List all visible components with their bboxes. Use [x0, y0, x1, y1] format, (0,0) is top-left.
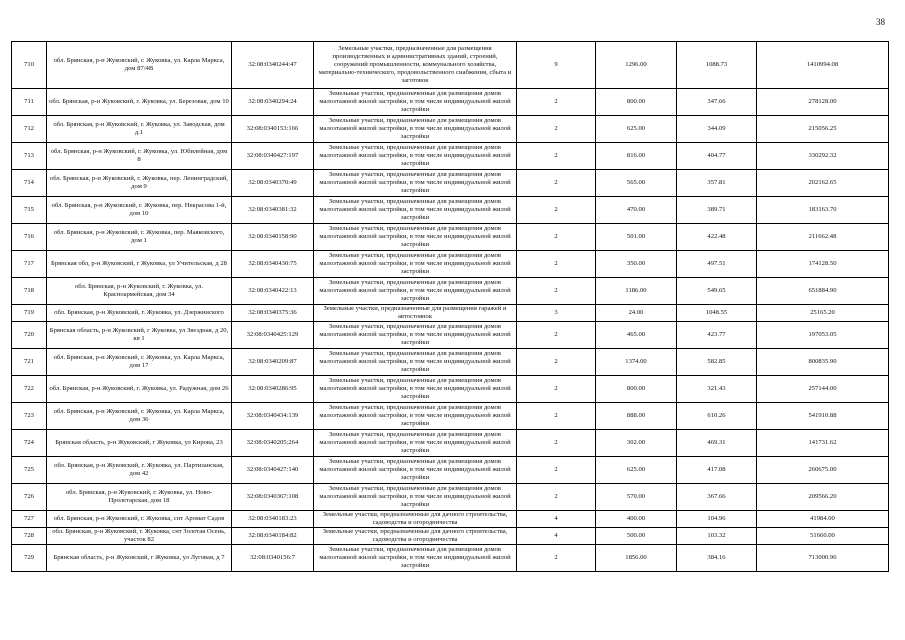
use-group-cell: 2	[517, 322, 596, 349]
area-cell: 24.00	[596, 305, 677, 322]
address-cell: обл. Брянская, р-н Жуковский, г. Жуковка, ул. Юбилейная, дом 8	[47, 143, 232, 170]
cadastral-number-cell: 32:08:0340294:24	[232, 89, 314, 116]
use-group-cell: 2	[517, 251, 596, 278]
specific-value-cell: 104.96	[677, 511, 757, 528]
use-group-cell: 2	[517, 430, 596, 457]
cadastral-value-cell: 278128.00	[757, 89, 889, 116]
land-use-cell: Земельные участки, предназначенные для дачного строительства, садоводства и огородничества	[314, 511, 517, 528]
table-row	[12, 116, 889, 143]
use-group-cell: 2	[517, 116, 596, 143]
cadastral-value-cell: 209566.20	[757, 484, 889, 511]
land-use-cell: Земельные участки, предназначенные для размещения домов малоэтажной жилой застройки, в том числе индивидуальной жилой застройки	[314, 170, 517, 197]
area-cell: 625.00	[596, 116, 677, 143]
specific-value-cell: 549.65	[677, 278, 757, 305]
specific-value-cell: 357.81	[677, 170, 757, 197]
row-number-cell: 718	[12, 278, 47, 305]
land-use-cell: Земельные участки, предназначенные для размещения производственных и административных зданий, строений, сооружений промышленности, коммунального хозяйства, материально-технического, продовольственного снабжения, сбыта и заготовок	[314, 42, 517, 89]
use-group-cell: 2	[517, 457, 596, 484]
cadastral-value-cell: 713000.96	[757, 545, 889, 572]
area-cell: 302.00	[596, 430, 677, 457]
land-use-cell: Земельные участки, предназначенные для размещения домов малоэтажной жилой застройки, в том числе индивидуальной жилой застройки	[314, 403, 517, 430]
cadastral-number-cell: 32:08:0340367:108	[232, 484, 314, 511]
row-number-cell: 719	[12, 305, 47, 322]
row-number-cell: 714	[12, 170, 47, 197]
cadastral-value-cell: 651884.90	[757, 278, 889, 305]
land-valuation-table	[11, 41, 889, 572]
use-group-cell: 2	[517, 224, 596, 251]
cadastral-value-cell: 211662.48	[757, 224, 889, 251]
use-group-cell: 2	[517, 376, 596, 403]
specific-value-cell: 582.85	[677, 349, 757, 376]
specific-value-cell: 423.77	[677, 322, 757, 349]
cadastral-number-cell: 32:08:0340153:166	[232, 116, 314, 143]
specific-value-cell: 367.66	[677, 484, 757, 511]
cadastral-value-cell: 202162.65	[757, 170, 889, 197]
cadastral-number-cell: 32:08:0340434:139	[232, 403, 314, 430]
cadastral-value-cell: 800835.90	[757, 349, 889, 376]
specific-value-cell: 417.08	[677, 457, 757, 484]
cadastral-number-cell: 32:08:0340183:23	[232, 511, 314, 528]
land-use-cell: Земельные участки, предназначенные для размещения домов малоэтажной жилой застройки, в том числе индивидуальной жилой застройки	[314, 224, 517, 251]
land-use-cell: Земельные участки, предназначенные для размещения домов малоэтажной жилой застройки, в том числе индивидуальной жилой застройки	[314, 116, 517, 143]
area-cell: 1374.00	[596, 349, 677, 376]
area-cell: 400.00	[596, 511, 677, 528]
row-number-cell: 722	[12, 376, 47, 403]
land-use-cell: Земельные участки, предназначенные для размещения гаражей и автостоянок	[314, 305, 517, 322]
table-row	[12, 170, 889, 197]
specific-value-cell: 422.48	[677, 224, 757, 251]
use-group-cell: 2	[517, 484, 596, 511]
land-use-cell: Земельные участки, предназначенные для размещения домов малоэтажной жилой застройки, в том числе индивидуальной жилой застройки	[314, 545, 517, 572]
specific-value-cell: 1088.73	[677, 42, 757, 89]
use-group-cell: 9	[517, 42, 596, 89]
specific-value-cell: 103.32	[677, 528, 757, 545]
table-row	[12, 278, 889, 305]
address-cell: обл. Брянская, р-н Жуковский, г. Жуковка, пер. Некрасова 1-й, дом 10	[47, 197, 232, 224]
row-number-cell: 715	[12, 197, 47, 224]
cadastral-number-cell: 32:08:0340370:49	[232, 170, 314, 197]
cadastral-number-cell: 32:08:0340156:7	[232, 545, 314, 572]
row-number-cell: 712	[12, 116, 47, 143]
address-cell: обл. Брянская, р-н Жуковский, г. Жуковка, ул. Карла Маркса, дом 36	[47, 403, 232, 430]
cadastral-value-cell: 141731.62	[757, 430, 889, 457]
table-row	[12, 251, 889, 278]
land-use-cell: Земельные участки, предназначенные для размещения домов малоэтажной жилой застройки, в том числе индивидуальной жилой застройки	[314, 457, 517, 484]
table-row	[12, 528, 889, 545]
area-cell: 465.00	[596, 322, 677, 349]
cadastral-number-cell: 32:08:0340375:36	[232, 305, 314, 322]
address-cell: обл. Брянская, р-н Жуковский, г. Жуковка, ул. Дзержинского	[47, 305, 232, 322]
address-cell: обл. Брянская, р-н Жуковский, г. Жуковка, пер. Маяковского, дом 1	[47, 224, 232, 251]
row-number-cell: 721	[12, 349, 47, 376]
cadastral-value-cell: 41984.00	[757, 511, 889, 528]
table-body	[12, 42, 889, 572]
table-row	[12, 197, 889, 224]
land-use-cell: Земельные участки, предназначенные для размещения домов малоэтажной жилой застройки, в том числе индивидуальной жилой застройки	[314, 322, 517, 349]
specific-value-cell: 469.31	[677, 430, 757, 457]
land-use-cell: Земельные участки, предназначенные для размещения домов малоэтажной жилой застройки, в том числе индивидуальной жилой застройки	[314, 143, 517, 170]
area-cell: 500.00	[596, 528, 677, 545]
address-cell: Брянская область, р-н Жуковский, г Жуковка, ул Луговая, д 7	[47, 545, 232, 572]
cadastral-value-cell: 541910.88	[757, 403, 889, 430]
address-cell: обл. Брянская, р-н Жуковский, г. Жуковка, ул. Ново-Пролетарская, дом 18	[47, 484, 232, 511]
cadastral-number-cell: 32:08:0340244:47	[232, 42, 314, 89]
cadastral-value-cell: 1410994.08	[757, 42, 889, 89]
use-group-cell: 2	[517, 545, 596, 572]
use-group-cell: 2	[517, 278, 596, 305]
area-cell: 1856.00	[596, 545, 677, 572]
use-group-cell: 2	[517, 89, 596, 116]
table-row	[12, 322, 889, 349]
cadastral-value-cell: 25165.20	[757, 305, 889, 322]
cadastral-number-cell: 32:08:0340381:32	[232, 197, 314, 224]
cadastral-value-cell: 197053.05	[757, 322, 889, 349]
row-number-cell: 716	[12, 224, 47, 251]
table-row	[12, 511, 889, 528]
cadastral-value-cell: 215056.25	[757, 116, 889, 143]
address-cell: обл. Брянская, р-н Жуковский, г. Жуковка, ул. Заводская, дом д.1	[47, 116, 232, 143]
use-group-cell: 2	[517, 349, 596, 376]
cadastral-number-cell: 32:08:0340430:75	[232, 251, 314, 278]
area-cell: 570.00	[596, 484, 677, 511]
table-row	[12, 545, 889, 572]
address-cell: обл. Брянская, р-н Жуковский, г. Жуковка, ул. Партизанская, дом 42	[47, 457, 232, 484]
row-number-cell: 728	[12, 528, 47, 545]
specific-value-cell: 1048.55	[677, 305, 757, 322]
address-cell: Брянская обл, р-н Жуковский, г Жуковка, ул Учительская, д 28	[47, 251, 232, 278]
table-row	[12, 42, 889, 89]
cadastral-number-cell: 32:08:0340422:13	[232, 278, 314, 305]
cadastral-number-cell: 32:08:0340205:264	[232, 430, 314, 457]
land-use-cell: Земельные участки, предназначенные для размещения домов малоэтажной жилой застройки, в том числе индивидуальной жилой застройки	[314, 197, 517, 224]
row-number-cell: 723	[12, 403, 47, 430]
cadastral-number-cell: 32:08:0340427:140	[232, 457, 314, 484]
row-number-cell: 717	[12, 251, 47, 278]
use-group-cell: 4	[517, 511, 596, 528]
row-number-cell: 720	[12, 322, 47, 349]
area-cell: 888.00	[596, 403, 677, 430]
use-group-cell: 4	[517, 528, 596, 545]
specific-value-cell: 344.09	[677, 116, 757, 143]
row-number-cell: 724	[12, 430, 47, 457]
table-row	[12, 305, 889, 322]
address-cell: обл. Брянская, р-н Жуковский, г. Жуковка, снт Золотая Осень, участок 82	[47, 528, 232, 545]
specific-value-cell: 321.43	[677, 376, 757, 403]
table-row	[12, 457, 889, 484]
cadastral-value-cell: 183163.70	[757, 197, 889, 224]
row-number-cell: 729	[12, 545, 47, 572]
cadastral-value-cell: 330292.32	[757, 143, 889, 170]
cadastral-number-cell: 32:08:0340209:87	[232, 349, 314, 376]
table-row	[12, 224, 889, 251]
area-cell: 1186.00	[596, 278, 677, 305]
cadastral-value-cell: 260675.00	[757, 457, 889, 484]
row-number-cell: 713	[12, 143, 47, 170]
address-cell: Брянская область, р-н Жуковский, г Жуковка, ул Звездная, д 20, кв 1	[47, 322, 232, 349]
table-row	[12, 484, 889, 511]
row-number-cell: 725	[12, 457, 47, 484]
use-group-cell: 2	[517, 170, 596, 197]
address-cell: обл. Брянская, р-н Жуковский, г. Жуковка, ул. Карла Маркса, дом 87/4В	[47, 42, 232, 89]
area-cell: 800.00	[596, 376, 677, 403]
address-cell: обл. Брянская, р-н Жуковский, г. Жуковка, ул. Красноармейская, дом 34	[47, 278, 232, 305]
land-use-cell: Земельные участки, предназначенные для размещения домов малоэтажной жилой застройки, в том числе индивидуальной жилой застройки	[314, 349, 517, 376]
table-row	[12, 403, 889, 430]
area-cell: 816.00	[596, 143, 677, 170]
area-cell: 1296.00	[596, 42, 677, 89]
area-cell: 565.00	[596, 170, 677, 197]
land-use-cell: Земельные участки, предназначенные для размещения домов малоэтажной жилой застройки, в том числе индивидуальной жилой застройки	[314, 278, 517, 305]
area-cell: 350.00	[596, 251, 677, 278]
specific-value-cell: 497.51	[677, 251, 757, 278]
cadastral-value-cell: 257144.00	[757, 376, 889, 403]
row-number-cell: 711	[12, 89, 47, 116]
address-cell: обл. Брянская, р-н Жуковский, г. Жуковка, пер. Ленинградский, дом 9	[47, 170, 232, 197]
specific-value-cell: 610.26	[677, 403, 757, 430]
land-use-cell: Земельные участки, предназначенные для размещения домов малоэтажной жилой застройки, в том числе индивидуальной жилой застройки	[314, 251, 517, 278]
land-use-cell: Земельные участки, предназначенные для размещения домов малоэтажной жилой застройки, в том числе индивидуальной жилой застройки	[314, 484, 517, 511]
specific-value-cell: 384.16	[677, 545, 757, 572]
address-cell: Брянская область, р-н Жуковский, г Жуковка, ул Кирова, 23	[47, 430, 232, 457]
use-group-cell: 2	[517, 403, 596, 430]
use-group-cell: 2	[517, 143, 596, 170]
area-cell: 470.00	[596, 197, 677, 224]
specific-value-cell: 347.66	[677, 89, 757, 116]
address-cell: обл. Брянская, р-н Жуковский, г. Жуковка, ул. Радужная, дом 26	[47, 376, 232, 403]
address-cell: обл. Брянская, р-н Жуковский, г. Жуковка, ул. Березовая, дом 10	[47, 89, 232, 116]
table-row	[12, 89, 889, 116]
address-cell: обл. Брянская, р-н Жуковский, г. Жуковка, снт Аромат Садов	[47, 511, 232, 528]
area-cell: 800.00	[596, 89, 677, 116]
row-number-cell: 710	[12, 42, 47, 89]
page-number: 38	[876, 17, 885, 27]
row-number-cell: 727	[12, 511, 47, 528]
cadastral-number-cell: 32:08:0340184:82	[232, 528, 314, 545]
use-group-cell: 3	[517, 305, 596, 322]
cadastral-number-cell: 32:08:0340425:129	[232, 322, 314, 349]
address-cell: обл. Брянская, р-н Жуковский, г. Жуковка, ул. Карла Маркса, дом 17	[47, 349, 232, 376]
table-row	[12, 430, 889, 457]
cadastral-number-cell: 32:08:0340158:90	[232, 224, 314, 251]
cadastral-number-cell: 32:08:0340427:197	[232, 143, 314, 170]
cadastral-value-cell: 51660.00	[757, 528, 889, 545]
cadastral-number-cell: 32:08:0340286:95	[232, 376, 314, 403]
row-number-cell: 726	[12, 484, 47, 511]
specific-value-cell: 389.71	[677, 197, 757, 224]
table-row	[12, 376, 889, 403]
use-group-cell: 2	[517, 197, 596, 224]
cadastral-value-cell: 174128.50	[757, 251, 889, 278]
land-use-cell: Земельные участки, предназначенные для размещения домов малоэтажной жилой застройки, в том числе индивидуальной жилой застройки	[314, 430, 517, 457]
area-cell: 501.00	[596, 224, 677, 251]
land-use-cell: Земельные участки, предназначенные для размещения домов малоэтажной жилой застройки, в том числе индивидуальной жилой застройки	[314, 376, 517, 403]
table-row	[12, 143, 889, 170]
land-use-cell: Земельные участки, предназначенные для дачного строительства, садоводства и огородничества	[314, 528, 517, 545]
area-cell: 625.00	[596, 457, 677, 484]
table-row	[12, 349, 889, 376]
specific-value-cell: 404.77	[677, 143, 757, 170]
land-use-cell: Земельные участки, предназначенные для размещения домов малоэтажной жилой застройки, в том числе индивидуальной жилой застройки	[314, 89, 517, 116]
